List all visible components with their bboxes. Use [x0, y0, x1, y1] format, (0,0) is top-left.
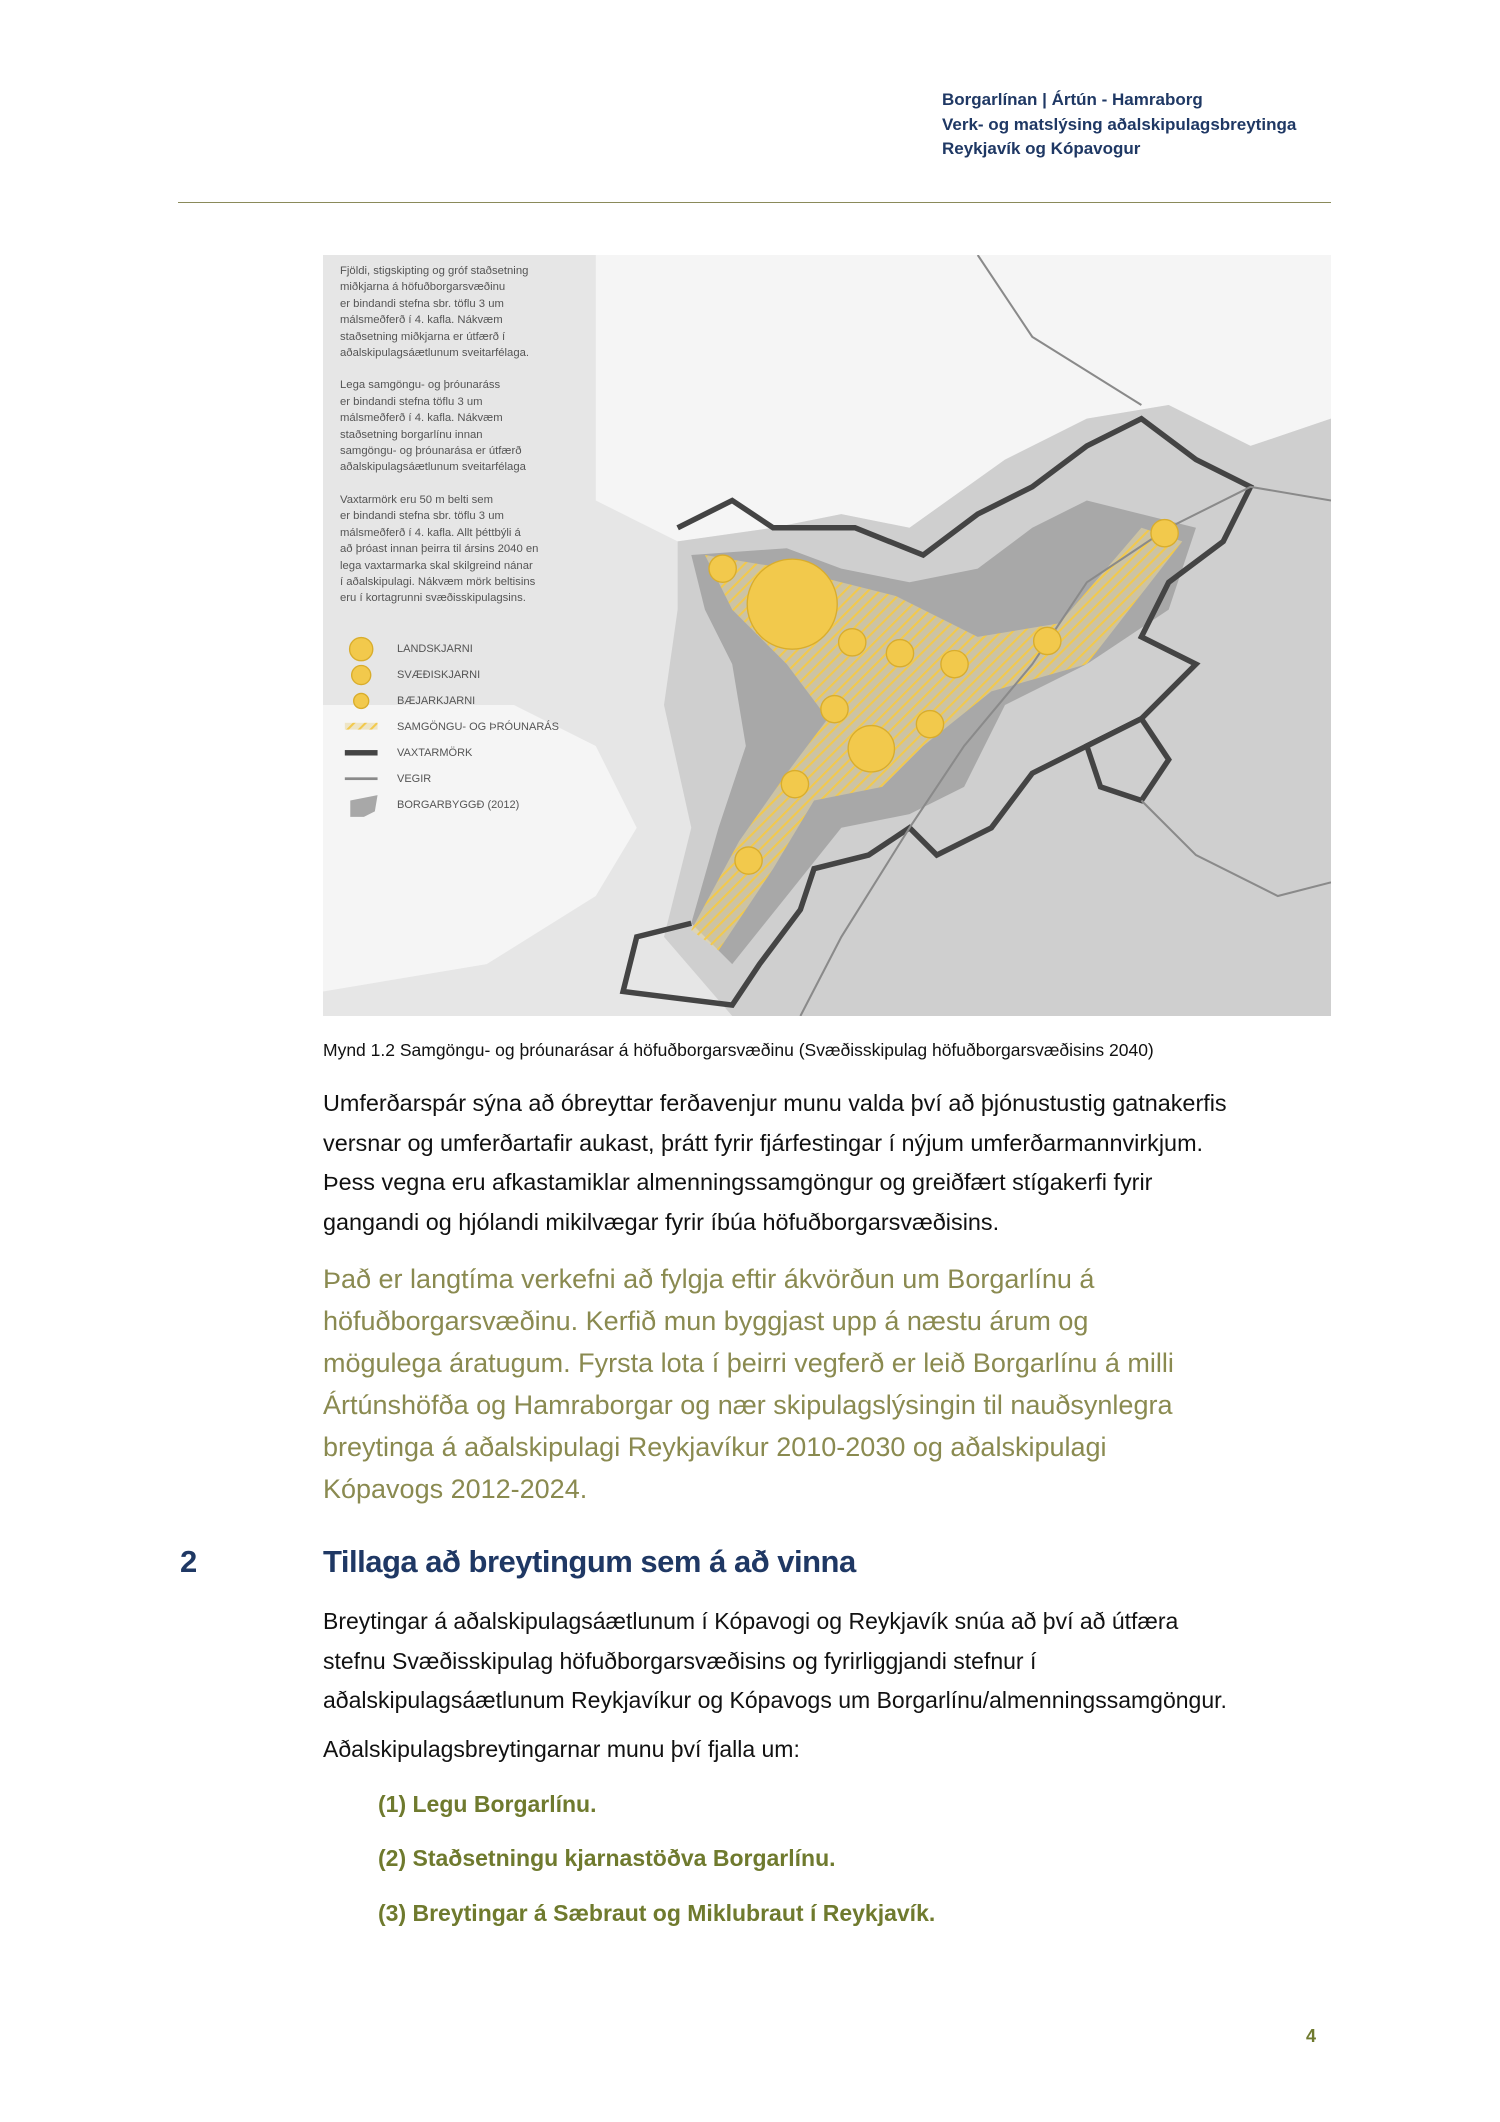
- header-line: Borgarlínan | Ártún - Hamraborg: [942, 90, 1203, 109]
- header-line: Verk- og matslýsing aðalskipulagsbreytinga: [942, 114, 1297, 134]
- legend-label: VEGIR: [397, 773, 432, 785]
- note-line: málsmeðferð í 4. kafla. Nákvæm: [340, 314, 503, 327]
- note-line: miðkjarna á höfuðborgarsvæðinu: [340, 281, 506, 294]
- note-line: málsmeðferð í 4. kafla. Allt þéttbýli á: [340, 526, 521, 539]
- town-core: [821, 696, 848, 723]
- legend-road-icon: [345, 777, 378, 780]
- note-line: staðsetning borgarlínu innan: [340, 428, 483, 441]
- text-line: höfuðborgarsvæðinu. Kerfið mun byggjast upp á næstu árum og: [323, 1306, 1089, 1336]
- legend-label: SAMGÖNGU- OG ÞRÓUNARÁS: [397, 721, 559, 733]
- town-core: [1034, 627, 1061, 654]
- legend-label: SVÆÐISKJARNI: [397, 669, 481, 681]
- town-core: [735, 847, 762, 874]
- note-line: Fjöldi, stigskipting og gróf staðsetning: [340, 265, 529, 277]
- header-line: Reykjavík og Kópavogur: [942, 139, 1141, 158]
- text-line: mögulega áratugum. Fyrsta lota í þeirri vegferð er leið Borgarlínu á milli: [323, 1348, 1174, 1378]
- map-figure: [323, 255, 1331, 1016]
- town-core: [839, 629, 866, 656]
- note-line: að þróast innan þeirra til ársins 2040 en: [340, 543, 539, 556]
- page-number: 4: [1306, 2026, 1317, 2046]
- text-line: aðalskipulagsáætlunum Reykjavíkur og Kópavogs um Borgarlínu/almenningssamgöngur.: [323, 1687, 1227, 1713]
- text-line: versnar og umferðartafir aukast, þrátt fyrir fjárfestingar í nýjum umferðarmannvirkjum.: [323, 1129, 1204, 1156]
- body-paragraph: [323, 1084, 1227, 1242]
- legend-label: VAXTARMÖRK: [397, 747, 473, 759]
- figure-caption: Mynd 1.2 Samgöngu- og þróunarásar á höfuðborgarsvæðinu (Svæðisskipulag höfuðborgarsvæðisins 2040): [323, 1040, 1154, 1060]
- list-item: (1) Legu Borgarlínu.: [378, 1791, 597, 1817]
- legend-town-core-icon: [354, 693, 369, 708]
- note-line: lega vaxtarmarka skal skilgreind nánar: [340, 559, 533, 572]
- note-line: eru í kortagrunni svæðisskipulagsins.: [340, 592, 526, 605]
- note-line: Lega samgöngu- og þróunaráss: [340, 379, 501, 392]
- note-line: í aðalskipulagi. Nákvæm mörk beltisins: [340, 575, 536, 588]
- note-line: er bindandi stefna töflu 3 um: [340, 395, 483, 408]
- legend-label: BÆJARKJARNI: [397, 695, 476, 707]
- town-core: [916, 711, 943, 738]
- town-core: [1151, 520, 1178, 547]
- section-number: 2: [180, 1544, 198, 1579]
- header-divider: [178, 202, 1331, 203]
- note-line: er bindandi stefna sbr. töflu 3 um: [340, 510, 504, 523]
- regional-core: [848, 726, 894, 772]
- legend-regional-core-icon: [352, 666, 371, 685]
- map-notes: [340, 263, 538, 623]
- note-line: samgöngu- og þróunarása er útfærð: [340, 445, 522, 458]
- text-line: Umferðarspár sýna að óbreyttar ferðavenjur munu valda því að þjónustustig gatnakerfis: [323, 1090, 1227, 1116]
- text-line: Þess vegna eru afkastamiklar almenningssamgöngur og greiðfært stígakerfi fyrir: [323, 1169, 1153, 1195]
- legend-label: BORGARBYGGÐ (2012): [397, 799, 520, 811]
- text-line: gangandi og hjólandi mikilvægar fyrir íbúa höfuðborgarsvæðisins.: [323, 1208, 1000, 1235]
- section-heading: Tillaga að breytingum sem á að vinna: [323, 1544, 856, 1579]
- sea-area: [323, 705, 637, 991]
- list-item: (2) Staðsetningu kjarnastöðva Borgarlínu.: [378, 1845, 836, 1871]
- text-line: stefnu Svæðisskipulag höfuðborgarsvæðisins og fyrirliggjandi stefnur í: [323, 1647, 1037, 1674]
- note-line: aðalskipulagsáætlunum sveitarfélaga: [340, 461, 526, 474]
- legend-axis-icon: [345, 723, 378, 730]
- town-core: [886, 640, 913, 667]
- legend-label: LANDSKJARNI: [397, 643, 473, 655]
- text-line: breytinga á aðalskipulagi Reykjavíkur 2010-2030 og aðalskipulagi: [323, 1432, 1107, 1462]
- town-core: [941, 651, 968, 678]
- highlight-paragraph: [323, 1258, 1174, 1510]
- note-line: málsmeðferð í 4. kafla. Nákvæm: [340, 412, 503, 425]
- list-item: (3) Breytingar á Sæbraut og Miklubraut í Reykjavík.: [378, 1900, 936, 1926]
- town-core: [709, 555, 736, 582]
- running-header: [942, 88, 1296, 162]
- note-line: staðsetning miðkjarna er útfærð í: [340, 330, 506, 343]
- legend-boundary-icon: [345, 750, 378, 755]
- national-core: [747, 559, 837, 649]
- note-line: Vaxtarmörk eru 50 m belti sem: [340, 493, 493, 506]
- text-line: Breytingar á aðalskipulagsáætlunum í Kópavogi og Reykjavík snúa að því að útfæra: [323, 1608, 1179, 1634]
- text-line: Ártúnshöfða og Hamraborgar og nær skipulagslýsingin til nauðsynlegra: [323, 1390, 1173, 1420]
- legend-national-core-icon: [350, 638, 373, 661]
- note-line: er bindandi stefna sbr. töflu 3 um: [340, 297, 504, 310]
- town-core: [781, 771, 808, 798]
- text-line: Kópavogs 2012-2024.: [323, 1474, 588, 1504]
- section-paragraph: [323, 1602, 1227, 1721]
- text-line: Það er langtíma verkefni að fylgja eftir ákvörðun um Borgarlínu á: [323, 1264, 1095, 1294]
- note-line: aðalskipulagsáætlunum sveitarfélaga.: [340, 347, 530, 360]
- list-intro: Aðalskipulagsbreytingarnar munu því fjalla um:: [323, 1736, 800, 1762]
